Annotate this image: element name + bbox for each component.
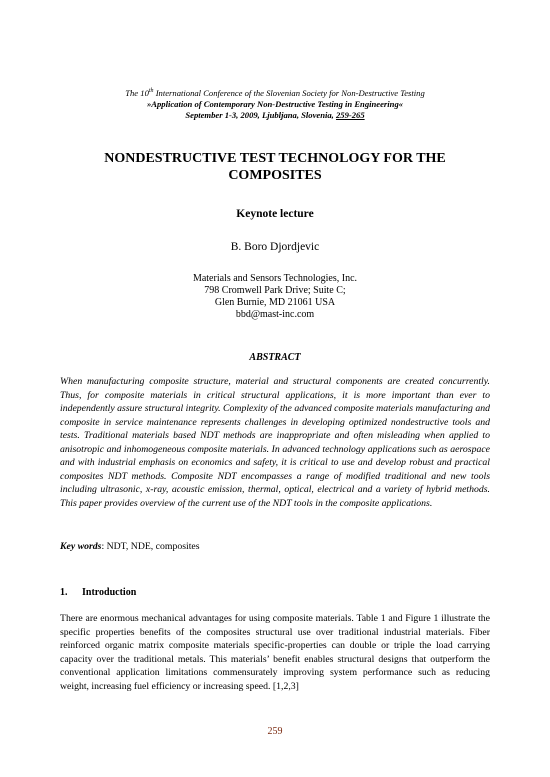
conference-header-line1	[60, 88, 490, 99]
keywords	[60, 541, 200, 552]
keywords-value: : NDT, NDE, composites	[101, 541, 200, 552]
abstract-text: When manufacturing composite structure, material and structural components are created concurrently. Thus, for composite materials in critical structural applications, it is more important than ever to independently assure structural integrity. Complexity of the advanced composite materials manufacturing and composite in service maintenance represents challenges in developing optimized nondestructive tools and tests. Traditional materials based NDT methods are inappropriate and often misleading when applied to anisotropic and inhomogeneous composite materials. In advanced technology applications such as aerospace and with industrial emphasis on economics and safety, it is critical to use and develop robust and practical composites NDT methods. Composite NDT encompasses a range of modified traditional and new tools including ultrasonic, x-ray, acoustic emission, thermal, optical, electrical and a variety of hybrid methods. This paper provides overview of the current use of the NDT tools in the composite applications.	[60, 376, 490, 509]
header-date-location: September 1-3, 2009, Ljubljana, Slovenia,	[185, 110, 336, 120]
abstract-heading: ABSTRACT	[249, 352, 301, 363]
header-superscript: th	[148, 88, 154, 95]
keywords-label: Key words	[60, 541, 102, 552]
header-text-rest: International Conference of the Slovenian Society for Non-Destructive Testing	[153, 88, 425, 98]
keynote-label: Keynote lecture	[236, 208, 314, 220]
title-line-2: COMPOSITES	[228, 168, 322, 183]
section-title: Introduction	[82, 587, 137, 598]
conference-header-line2: »Application of Contemporary Non-Destructive Testing in Engineering«	[146, 99, 404, 109]
page-number: 259	[267, 726, 283, 737]
affiliation-address-2: Glen Burnie, MD 21061 USA	[214, 297, 336, 308]
header-text: The 10	[125, 88, 149, 98]
section-heading-introduction	[60, 587, 136, 598]
author-name: B. Boro Djordjevic	[230, 241, 320, 253]
section-number: 1.	[60, 587, 68, 598]
paper-title	[60, 150, 490, 184]
affiliation-address-1: 798 Cromwell Park Drive; Suite C;	[204, 285, 346, 296]
title-line-1: NONDESTRUCTIVE TEST TECHNOLOGY FOR THE	[104, 151, 446, 166]
introduction-paragraph: There are enormous mechanical advantages for using composite materials. Table 1 and Figure 1 illustrate the specific properties benefits of the composites structural use over traditional industrial materials. Fiber reinforced organic matrix composite materials specific-properties can double or triple the load carrying capacity over the traditional metals. This materials’ benefit enables structural designs that outperform the conventional application limitations commensurately improving system performance such as reducing weight, increasing fuel efficiency or increasing speed. [1,2,3]	[60, 613, 490, 692]
header-page-range-link[interactable]: 259-265	[335, 110, 365, 120]
affiliation-org: Materials and Sensors Technologies, Inc.	[192, 273, 358, 284]
conference-header-line3	[60, 110, 490, 121]
author-email[interactable]: bbd@mast-inc.com	[235, 309, 315, 320]
